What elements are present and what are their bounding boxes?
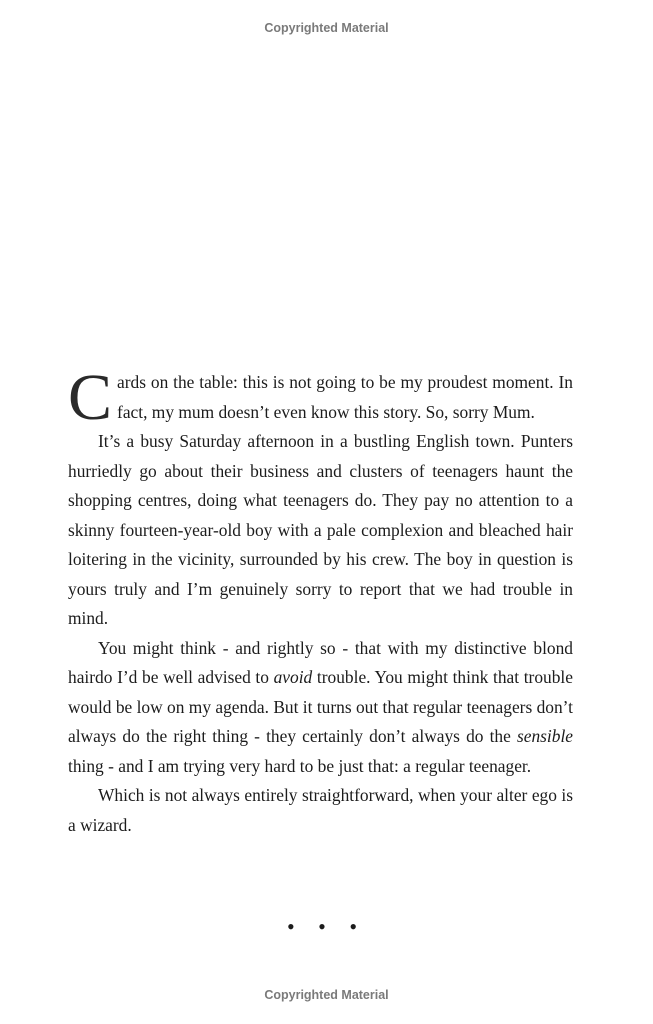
chapter-text <box>68 361 573 840</box>
drop-cap: C <box>68 361 113 434</box>
paragraph-3-part-a: You might think - and rightly so - that with my distinctive blond hairdo I’d be well advised to <box>68 637 573 687</box>
emphasis-sensible: sensible <box>516 726 573 746</box>
paragraph-2: It’s a busy Saturday afternoon in a bustling English town. Punters hurriedly go about their business and clusters of teenagers haunt the shopping centres, doing what teenagers do. They pay no attention to a skinny fourteen-year-old boy with a pale complexion and bleached hair loitering in the vicinity, surrounded by his crew. The boy in question is yours truly and I’m genuinely sorry to report that we had trouble in mind. <box>68 431 573 628</box>
paragraph-3-part-b: trouble. You might think that trouble would be low on my agenda. But it turns out that regular teenagers don’t always do the right thing - they certainly don’t always do the <box>68 667 573 746</box>
paragraph-1-text: ards on the table: this is not going to be my proudest moment. In fact, my mum doesn’t even know this story. So, sorry Mum. <box>117 372 573 422</box>
paragraph-3-part-c: thing - and I am trying very hard to be just that: a regular teenager. <box>68 755 532 776</box>
copyright-watermark-top: Copyrighted Material <box>264 21 389 35</box>
section-break-ornament: • • • <box>286 914 367 939</box>
copyright-watermark-bottom: Copyrighted Material <box>264 988 389 1002</box>
paragraph-1 <box>68 361 573 434</box>
paragraph-4: Which is not always entirely straightforward, when your alter ego is a wizard. <box>68 785 573 835</box>
paragraph-3 <box>68 634 573 782</box>
emphasis-avoid: avoid <box>273 667 313 687</box>
